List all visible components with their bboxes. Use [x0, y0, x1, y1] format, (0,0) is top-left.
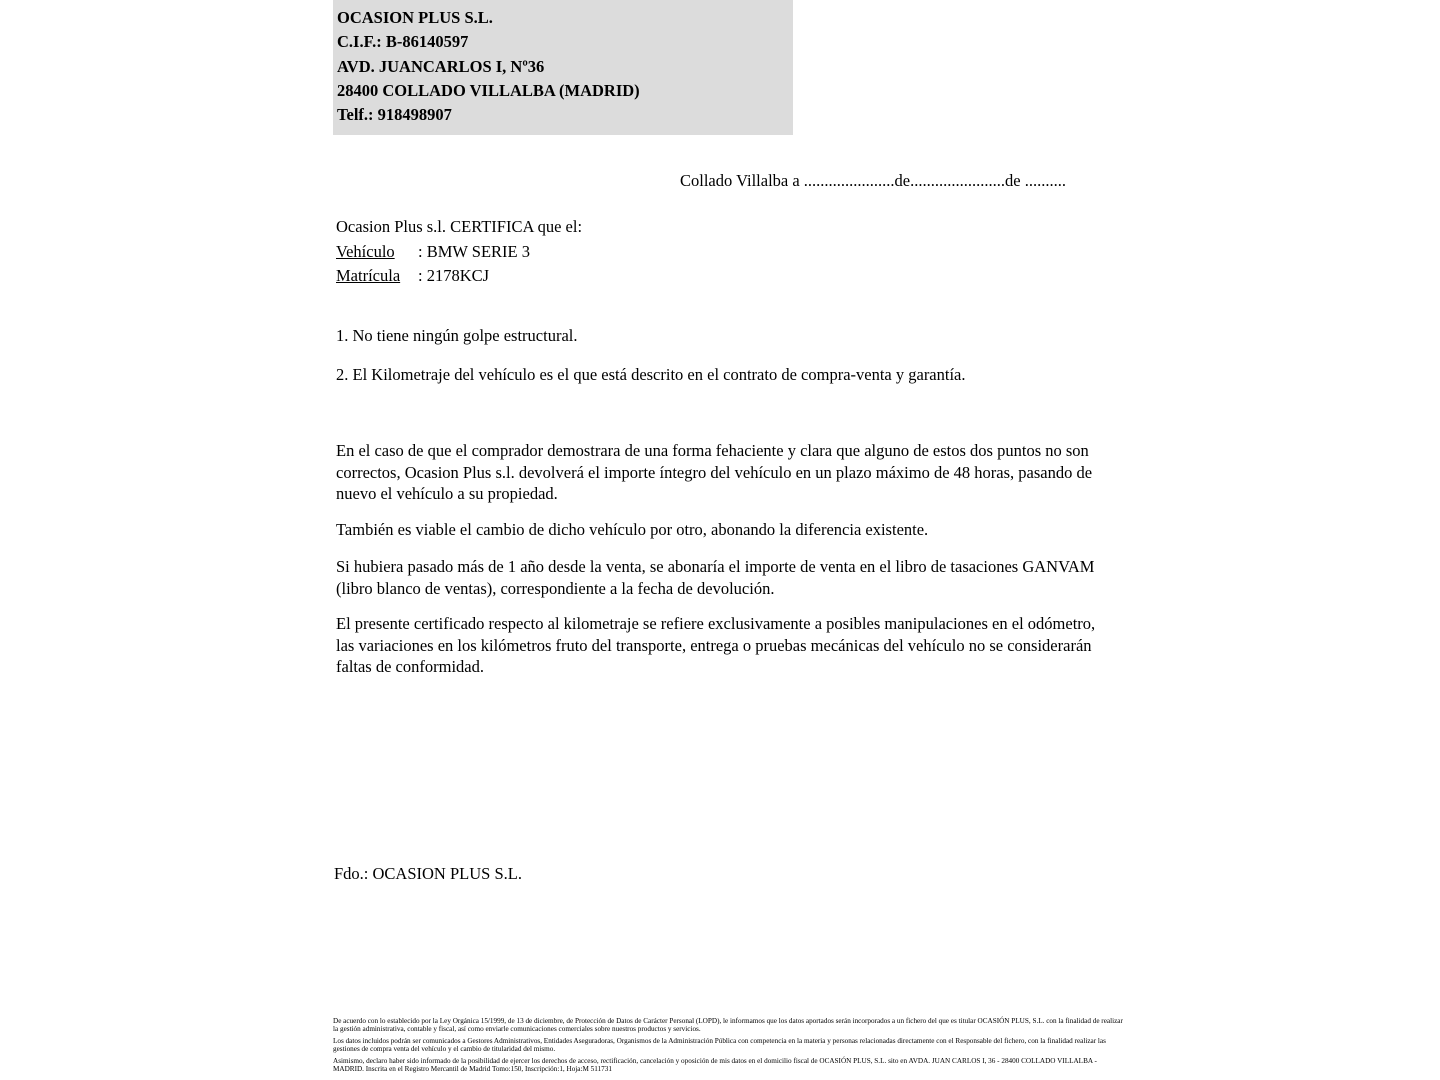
- letterhead-block: [333, 0, 793, 135]
- plate-value: : 2178KCJ: [418, 266, 490, 285]
- vehicle-label: Vehículo: [336, 241, 395, 261]
- company-cif: C.I.F.: B-86140597: [337, 32, 469, 52]
- point-1: 1. No tiene ningún golpe estructural.: [336, 326, 578, 345]
- point-2: 2. El Kilometraje del vehículo es el que está descrito en el contrato de compra-venta y garantía.: [336, 365, 966, 384]
- legal-paragraph-2: Los datos incluidos podrán ser comunicados a Gestores Administrativos, Entidades Aseguradoras, Organismos de la Administración Pública con competencia en la materia y personas relacionadas directamente con el Responsable del fichero, con la finalidad realizar las gestiones de compra venta del vehículo y el cambio de titularidad del mismo.: [333, 1036, 1106, 1054]
- vehicle-value: : BMW SERIE 3: [418, 241, 530, 261]
- paragraph-odometer: El presente certificado respecto al kilometraje se refiere exclusivamente a posibles manipulaciones en el odómetro, las variaciones en los kilómetros fruto del transporte, entrega o pruebas mecánicas del vehículo no se considerarán faltas de conformidad.: [336, 614, 1096, 676]
- certification-block: [336, 215, 582, 289]
- place-and-date-line: Collado Villalba a ......................de.......................de ..........: [680, 171, 1066, 190]
- legal-paragraph-1: De acuerdo con lo establecido por la Ley Orgánica 15/1999, de 13 de diciembre, de Protección de Datos de Carácter Personal (LOPD), le informamos que los datos aportados serán incorporados a un fichero del que es titular OCASIÓN PLUS, S.L. con la finalidad de realizar la gestión administrativa, contable y fiscal, así como enviarle comunicaciones comerciales sobre nuestros productos y servicios.: [333, 1017, 1123, 1034]
- plate-label: Matrícula: [336, 266, 401, 285]
- legal-paragraph-3: Asimismo, declaro haber sido informado de la posibilidad de ejercer los derechos de acceso, rectificación, cancelación y oposición de mis datos en el domicilio fiscal de OCASIÓN PLUS, S.L. sito en AVDA. JUAN CARLOS I, 36 - 28400 COLLADO VILLALBA - MADRID. Inscrita en el Registro Mercantil de Madrid Tomo:150, Inscripción:1, Hoja:M 511731: [333, 1056, 1097, 1074]
- legal-notice: [333, 1017, 1123, 1076]
- paragraph-exchange: También es viable el cambio de dicho vehículo por otro, abonando la diferencia existente.: [336, 520, 929, 539]
- vehicle-row: [336, 240, 582, 265]
- company-city: 28400 COLLADO VILLALBA (MADRID): [337, 80, 640, 100]
- company-name: OCASION PLUS S.L.: [337, 8, 493, 27]
- paragraph-refund: En el caso de que el comprador demostrara de una forma fehaciente y clara que alguno de estos dos puntos no son correctos, Ocasion Plus s.l. devolverá el importe íntegro del vehículo en un plazo máximo de 48 horas, pasando de nuevo el vehículo a su propiedad.: [336, 441, 1093, 503]
- certify-intro: Ocasion Plus s.l. CERTIFICA que el:: [336, 217, 583, 236]
- company-address: AVD. JUANCARLOS I, Nº36: [337, 56, 545, 76]
- plate-row: [336, 264, 582, 289]
- signature-line: Fdo.: OCASION PLUS S.L.: [334, 864, 522, 883]
- company-phone: Telf.: 918498907: [337, 105, 452, 125]
- paragraph-ganvam: Si hubiera pasado más de 1 año desde la venta, se abonaría el importe de venta en el libro de tasaciones GANVAM (libro blanco de ventas), correspondiente a la fecha de devolución.: [336, 557, 1095, 598]
